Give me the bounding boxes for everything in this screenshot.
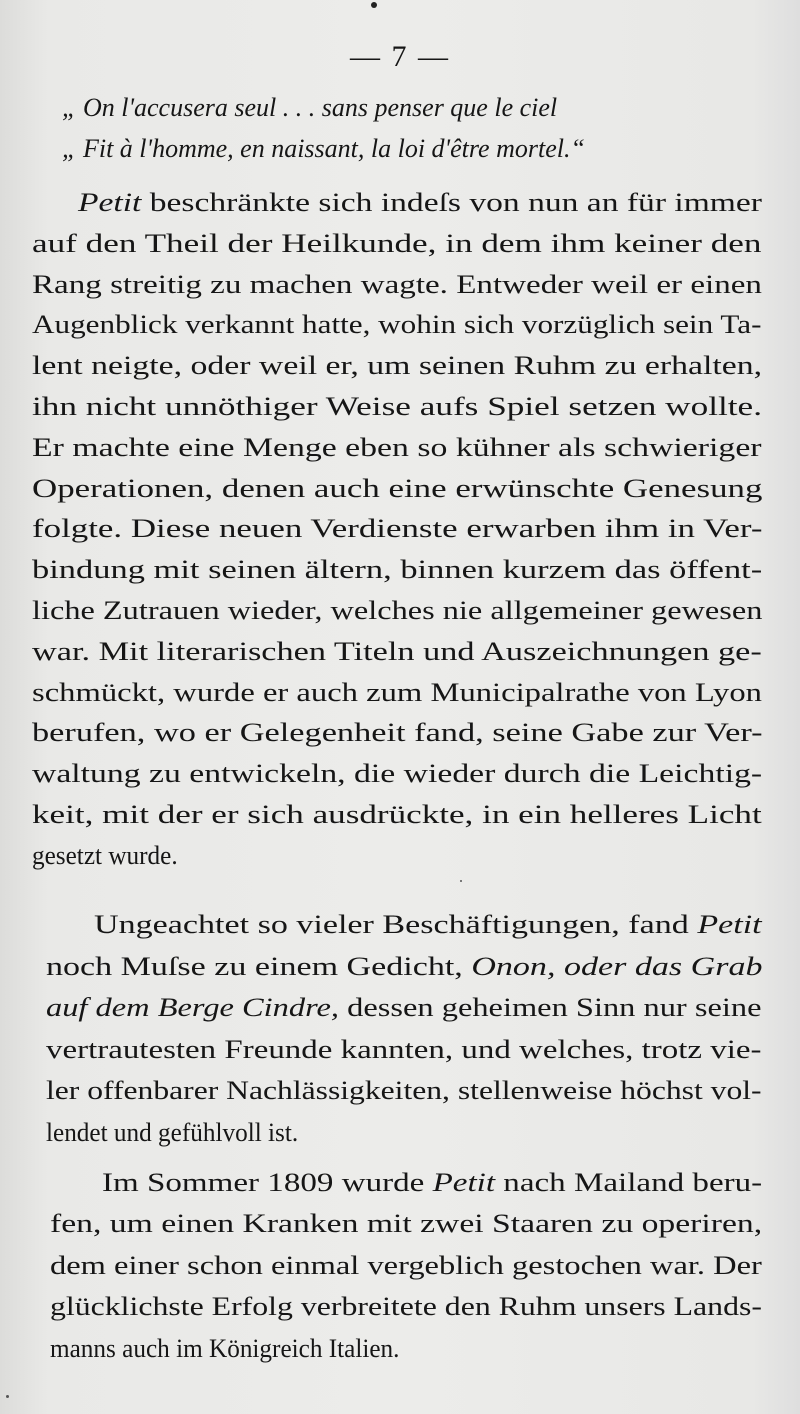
text-segment: bindung mit seinen ältern, binnen kurzem das öffent- xyxy=(32,555,763,585)
text-line xyxy=(50,1334,399,1364)
text-segment: ler offenbarer Nachlässigkeiten, stellenweise höchst vol- xyxy=(46,1076,762,1106)
text-segment: schmückt, wurde er auch zum Municipalrathe von Lyon xyxy=(32,677,762,707)
text-line xyxy=(32,678,762,708)
text-line xyxy=(102,1168,762,1198)
text-line xyxy=(46,1076,762,1106)
text-line xyxy=(32,392,762,422)
text-segment: Rang streitig zu machen wagte. Entweder weil er einen xyxy=(32,269,762,299)
text-line xyxy=(46,1118,298,1148)
text-segment: gesetzt wurde. xyxy=(32,840,178,870)
text-line xyxy=(32,270,762,300)
scan-speck xyxy=(460,880,462,882)
text-line xyxy=(32,759,762,789)
text-line xyxy=(32,310,761,340)
text-line xyxy=(78,188,762,218)
text-segment: Er machte eine Menge eben so kühner als schwieriger xyxy=(32,432,762,462)
italic-text: Petit xyxy=(432,1168,496,1197)
text-segment: Operationen, denen auch eine erwünschte Genesung xyxy=(32,473,763,503)
text-line xyxy=(50,1251,762,1281)
text-segment: lent neigte, oder weil er, um seinen Ruhm zu erhalten, xyxy=(32,351,763,381)
text-line xyxy=(32,637,762,667)
text-segment: folgte. Diese neuen Verdienste erwarben ihm in Ver- xyxy=(32,514,763,544)
verse-line: „ On l'accusera seul . . . sans penser que le ciel xyxy=(62,93,558,122)
text-segment: nach Mailand beru- xyxy=(495,1168,763,1197)
text-segment: waltung zu entwickeln, die wieder durch die Leichtig- xyxy=(32,759,763,789)
text-line xyxy=(46,1035,761,1065)
text-line xyxy=(32,718,763,748)
text-segment: dem einer schon einmal vergeblich gestochen war. Der xyxy=(50,1250,762,1280)
verse-line: „ Fit à l'homme, en naissant, la loi d'être mortel.“ xyxy=(62,134,585,163)
text-segment: dessen geheimen Sinn nur seine xyxy=(339,993,762,1023)
text-segment: fen, um einen Kranken mit zwei Staaren zu operiren, xyxy=(50,1209,763,1239)
text-line xyxy=(32,555,762,585)
text-line xyxy=(32,229,761,259)
print-dot xyxy=(371,2,377,8)
text-line xyxy=(50,1292,762,1322)
text-line xyxy=(94,910,762,940)
text-segment: Augenblick verkannt hatte, wohin sich vorzüglich sein Ta- xyxy=(32,310,762,340)
text-segment: ihn nicht unnöthiger Weise aufs Spiel setzen wollte. xyxy=(32,392,763,421)
text-line xyxy=(32,433,762,463)
italic-text: auf dem Berge Cindre, xyxy=(46,993,340,1023)
text-segment: beschränkte sich indeſs von nun an für immer xyxy=(141,188,762,217)
text-segment: glücklichste Erfolg verbreitete den Ruhm unsers Lands- xyxy=(50,1292,762,1322)
text-line xyxy=(32,596,762,626)
italic-text: Onon, oder das Grab xyxy=(471,951,763,981)
text-segment: berufen, wo er Gelegenheit fand, seine Gabe zur Ver- xyxy=(32,718,763,748)
text-line xyxy=(32,800,762,830)
italic-text: Petit xyxy=(78,188,142,217)
text-segment: lendet und gefühlvoll ist. xyxy=(46,1118,299,1147)
text-segment: keit, mit der er sich ausdrückte, in ein helleres Licht xyxy=(32,800,762,829)
italic-text: Petit xyxy=(697,910,762,939)
text-segment: Ungeachtet so vieler Beschäftigungen, fand xyxy=(94,910,698,939)
text-segment: vertrautesten Freunde kannten, und welches, trotz vie- xyxy=(46,1034,762,1064)
text-segment: Im Sommer 1809 wurde xyxy=(102,1168,433,1197)
text-segment: liche Zutrauen wieder, welches nie allgemeiner gewesen xyxy=(32,596,763,625)
text-segment: manns auch im Königreich Italien. xyxy=(50,1333,400,1363)
text-segment: auf den Theil der Heilkunde, in dem ihm keiner den xyxy=(32,228,762,258)
text-line xyxy=(32,841,178,871)
text-segment: war. Mit literarischen Titeln und Auszeichnungen ge- xyxy=(32,636,762,666)
text-line xyxy=(46,993,761,1023)
text-line xyxy=(46,952,763,982)
text-line xyxy=(50,1209,762,1239)
scan-speck xyxy=(6,1395,9,1398)
text-line xyxy=(32,474,762,504)
text-line xyxy=(32,514,762,544)
page-number-header: — 7 — xyxy=(350,40,450,73)
text-segment: noch Muſse zu einem Gedicht, xyxy=(46,951,472,981)
text-line xyxy=(32,351,762,381)
